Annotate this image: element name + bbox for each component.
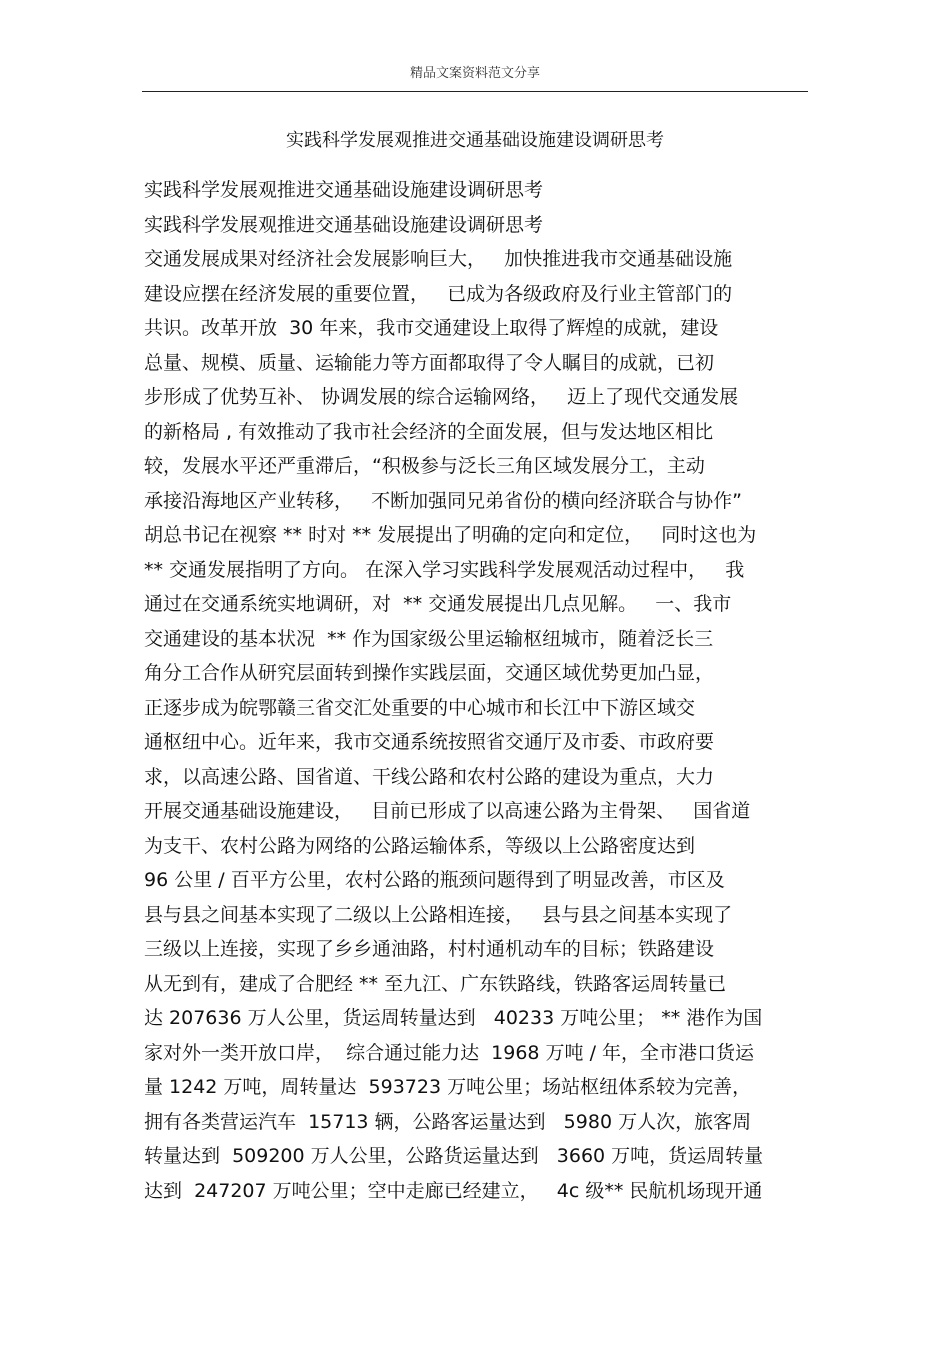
body-line: 为支干、农村公路为网络的公路运输体系，等级以上公路密度达到 [144,834,696,857]
document-title: 实践科学发展观推进交通基础设施建设调研思考 [286,130,664,151]
header-divider [142,91,808,92]
body-line: 较，发展水平还严重滞后，“积极参与泛长三角区域发展分工，主动 [144,455,705,477]
body-line: 胡总书记在视察 ** 时对 ** 发展提出了明确的定向和定位， 同时这也为 [144,524,757,546]
document-body [144,173,814,1208]
body-line: 步形成了优势互补、 协调发展的综合运输网络， 迈上了现代交通发展 [144,386,739,408]
body-line: 量 1242 万吨，周转量达 593723 万吨公里；场站枢纽体系较为完善， [144,1076,752,1098]
body-line: 开展交通基础设施建设， 目前已形成了以高速公路为主骨架、 国省道 [144,800,751,822]
body-line: 总量、规模、质量、运输能力等方面都取得了令人瞩目的成就，已初 [144,351,715,374]
body-line: 交通发展成果对经济社会发展影响巨大， 加快推进我市交通基础设施 [144,248,733,270]
body-line: 实践科学发展观推进交通基础设施建设调研思考 [144,179,544,201]
body-line: 达到 247207 万吨公里；空中走廊已经建立， 4c 级** 民航机场现开通 [144,1179,763,1202]
body-line: 通过在交通系统实地调研，对 ** 交通发展提出几点见解。 一、我市 [144,593,732,615]
body-line: 角分工合作从研究层面转到操作实践层面，交通区域优势更加凸显， [144,662,715,684]
body-line: 从无到有，建成了合肥经 ** 至九江、广东铁路线，铁路客运周转量已 [144,972,727,995]
body-line: 实践科学发展观推进交通基础设施建设调研思考 [144,213,544,236]
body-line: 96 公里 / 百平方公里，农村公路的瓶颈问题得到了明显改善，市区及 [144,869,725,891]
body-line: 交通建设的基本状况 ** 作为国家级公里运输枢纽城市，随着泛长三 [144,627,714,650]
body-line: 正逐步成为皖鄂赣三省交汇处重要的中心城市和长江中下游区域交 [144,696,696,719]
body-line: 三级以上连接，实现了乡乡通油路，村村通机动车的目标；铁路建设 [144,938,715,960]
body-line: 转量达到 509200 万人公里，公路货运量达到 3660 万吨，货运周转量 [144,1145,764,1167]
body-line: 承接沿海地区产业转移， 不断加强同兄弟省份的横向经济联合与协作” [144,489,742,512]
body-line: 家对外一类开放口岸， 综合通过能力达 1968 万吨 / 年，全市港口货运 [144,1041,755,1064]
body-line: 通枢纽中心。近年来，我市交通系统按照省交通厅及市委、市政府要 [144,731,715,753]
body-line: 求，以高速公路、国省道、干线公路和农村公路的建设为重点，大力 [144,765,715,788]
body-line: 的新格局 , 有效推动了我市社会经济的全面发展，但与发达地区相比 [144,420,714,443]
body-line: 建设应摆在经济发展的重要位置， 已成为各级政府及行业主管部门的 [144,282,733,305]
body-line: 县与县之间基本实现了二级以上公路相连接， 县与县之间基本实现了 [144,903,733,926]
body-line: 共识。改革开放 30 年来，我市交通建设上取得了辉煌的成就，建设 [144,317,719,339]
body-line: ** 交通发展指明了方向。 在深入学习实践科学发展观活动过程中， 我 [144,558,745,581]
body-line: 拥有各类营运汽车 15713 辆，公路客运量达到 5980 万人次，旅客周 [144,1110,752,1133]
body-line: 达 207636 万人公里，货运周转量达到 40233 万吨公里； ** 港作为国 [144,1007,763,1029]
page-header: 精品文案资料范文分享 [409,66,540,81]
